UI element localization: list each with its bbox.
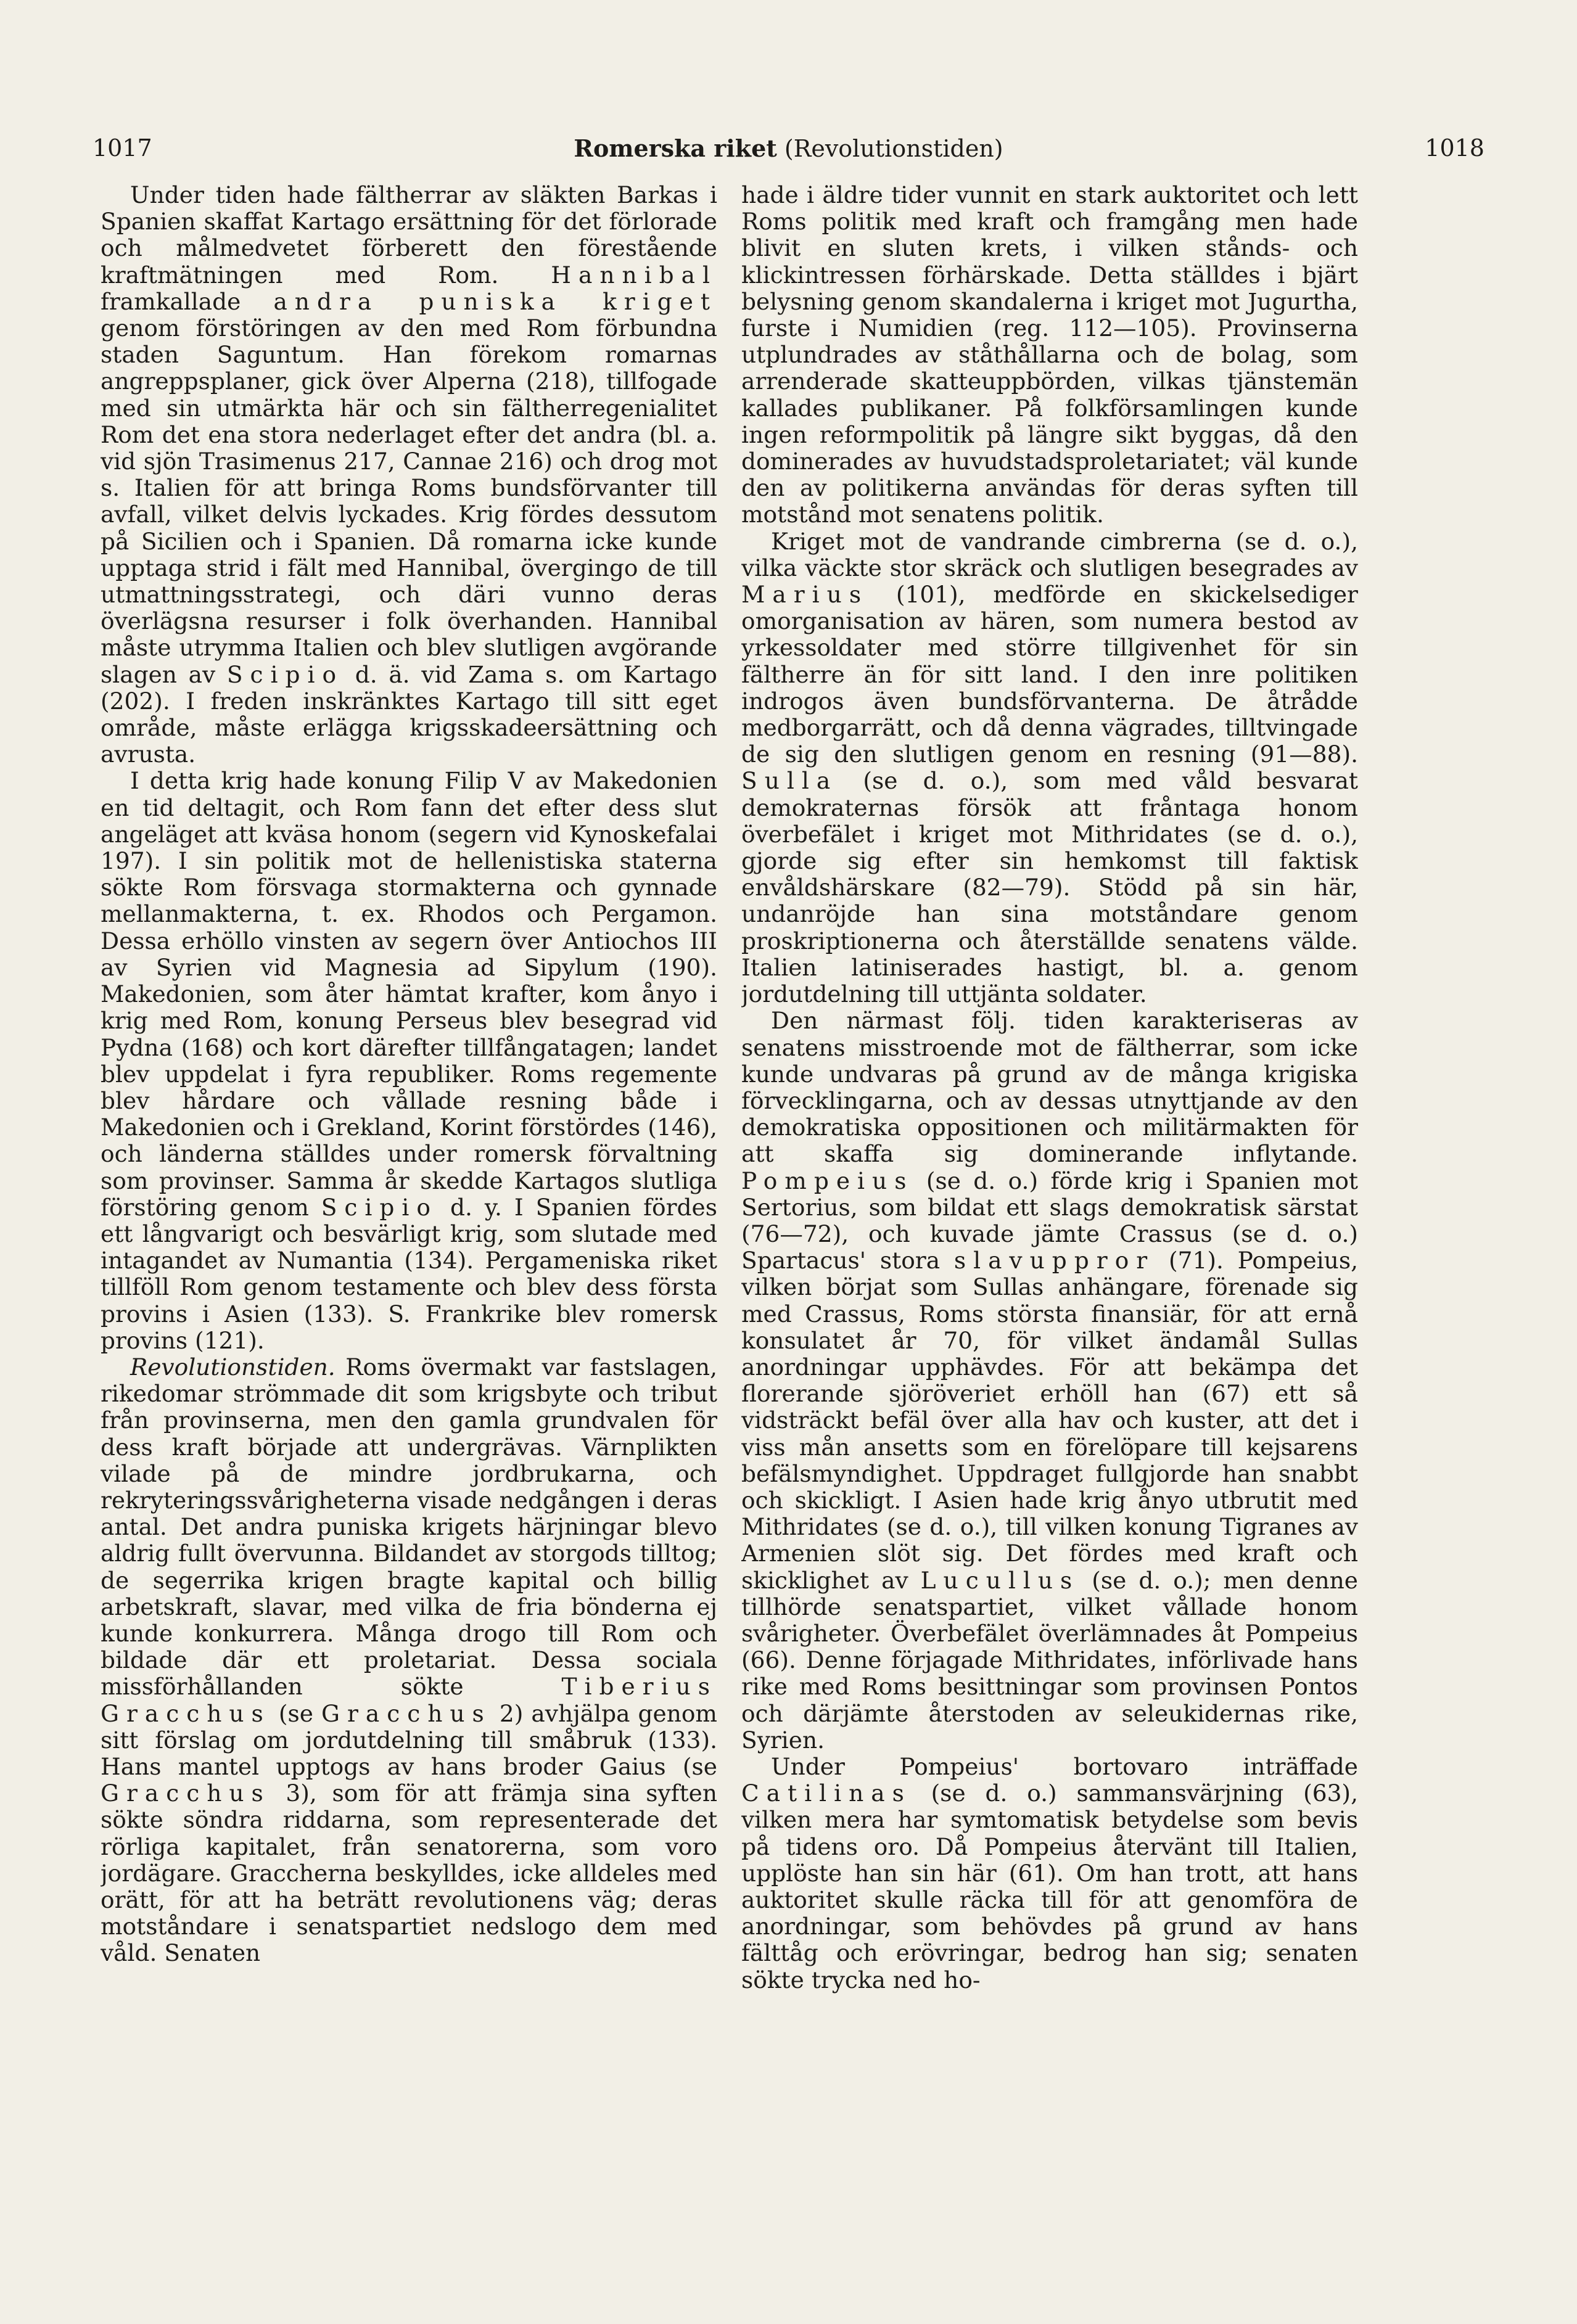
text-run: Roms övermakt var fastslagen, rikedomar strömmade dit som krigsbyte och tribut från provinserna, men den gamla grundvalen för dess kraft började att undergrävas. Värnplikten vilade på de mindre jordbrukarna, och rekryteringssvårigheterna visade nedgången i deras antal. Det andra puniska krigets härjningar blevo aldrig fullt övervunna. Bildandet av storgods tilltog; de segerrika krigen bragte kapital och billig arbetskraft, slavar, med vilka de fria bönderna ej kunde konkurrera. Många drogo till Rom och bildade där ett proletariat. Dessa sociala missförhållanden sökte [101,1353,717,1701]
text-run: genom förstöringen av den med Rom förbundna staden Saguntum. Han förekom romarnas angreppsplaner, gick över Alperna (218), tillfogade med sin utmärkta här och sin fältherregenialitet Rom det ena stora nederlaget efter det andra (bl. a. vid sjön Trasimenus 217, Cannae 216) och drog mot s. Italien för att bringa Roms bundsförvanter till avfall, vilket delvis lyckades. Krig fördes dessutom på Sicilien och i Spanien. Då romarna icke kunde upptaga strid i fält med Hannibal, övergingo de till utmattningsstrategi, och däri vunno deras överlägsna resurser i folk överhanden. Hannibal måste utrymma Italien och blev slutligen avgörande slagen av [101,314,717,688]
spaced-name: Pompeius [741,1167,914,1194]
spaced-name: Hannibal [551,261,717,289]
paragraph [101,182,717,768]
text-run: 3), som för att främja sina syften sökte söndra riddarna, som representerade det rörliga kapitalet, från senatorerna, som voro jordägare. Graccherna beskylldes, icke alldeles med orätt, för att ha beträtt revolutionens väg; deras motståndare i senatspartiet nedslogo dem med våld. Senaten [101,1780,717,1967]
spaced-name: Catilinas [741,1780,912,1807]
text-run: (se d. o.); men denne tillhörde senatspartiet, vilket vållade honom svårigheter. Överbefälet överlämnades åt Pompeius (66). Denne förjagade Mithridates, införlivade hans rike med Roms besittningar som provinsen Pontos och därjämte återstoden av seleukidernas rike, Syrien. [741,1566,1358,1754]
text-run: d. ä. vid Zama s. om Kartago (202). I freden inskränktes Kartago till sitt eget område, måste erlägga krigsskadeersättning och avrusta. [101,660,717,768]
spaced-name: Scipio [226,660,344,688]
text-run: framkallade [101,287,274,315]
text-run: 2) avhjälpa genom sitt förslag om jordutdelning till småbruk (133). Hans mantel upptogs av hans broder Gaius (se [101,1699,717,1780]
left-column [101,182,717,1967]
spaced-name: andra puniska kriget [273,287,717,315]
text-run: (se d. o.) förde krig i Spanien mot Sertorius, som bildat ett slags demokratisk särstat (76—72), och kuvade jämte Crassus (se d. o.) Spartacus' stora [741,1167,1358,1275]
text-run: Under Pompeius' bortovaro inträffade [771,1752,1358,1780]
text-run: Kriget mot de vandrande cimbrerna (se d. o.), vilka väckte stor skräck och slutligen besegrades av [741,527,1358,581]
spaced-name: Gracchus [101,1780,271,1807]
spaced-name: Lucullus [920,1566,1080,1594]
text-run: Den närmast följ. tiden karakteriseras av senatens misstroende mot de fältherrar, som icke kunde undvaras på grund av de många krigiska förvecklingarna, och av dessas utnyttjande av den demokratiska oppositionen och militärmakten för att skaffa sig dominerande inflytande. [741,1007,1358,1168]
spaced-name: slavuppror [953,1247,1155,1275]
running-title [93,134,1484,162]
text-run: Under tiden hade fältherrar av släkten Barkas i Spanien skaffat Kartago ersättning för det förlorade och målmedvetet förberett den förestående kraftmätningen med Rom. [101,182,717,289]
text-run: (se [270,1699,321,1727]
text-run: (se d. o.) sammansvärjning (63), vilken mera har symtomatisk betydelse som bevis på tidens oro. Då Pompeius återvänt till Italien, upplöste han sin här (61). Om han trott, att hans auktoritet skulle räcka till för att genomföra de anordningar, som behövdes på grund av hans fälttåg och erövringar, bedrog han sig; senaten sökte trycka ned ho- [741,1780,1358,1993]
section-heading: Revolutionstiden. [130,1353,336,1381]
text-run: hade i äldre tider vunnit en stark auktoritet och lett Roms politik med kraft och framgång men hade blivit en sluten krets, i vilken stånds- och klickintressen förhärskade. Detta ställdes i bjärt belysning genom skandalerna i kriget mot Jugurtha, furste i Numidien (reg. 112—105). Provinserna utplundrades av ståthållarna och de bolag, som arrenderade skatteuppbörden, vilkas tjänstemän kallades publikaner. På folkförsamlingen kunde ingen reformpolitik på längre sikt byggas, då den dominerades av huvudstadsproletariatet; väl kunde den av politikerna användas för deras syften till motstånd mot senatens politik. [741,182,1358,528]
paragraph [741,182,1358,528]
paragraph [741,1008,1358,1754]
right-column [741,182,1358,1993]
spaced-name: Sulla [741,767,838,795]
title-main: Romerska riket [574,134,777,162]
title-section: (Revolutionstiden) [784,135,1003,162]
spaced-name: Scipio [321,1193,438,1221]
text-run: d. y. I Spanien fördes ett långvarigt och besvärligt krig, som slutade med intagandet av Numantia (134). Pergameniska riket tillföll Rom genom testamente och blev dess första provins i Asien (133). S. Frankrike blev romersk provins (121). [101,1193,717,1354]
spaced-name: Marius [741,581,869,609]
text-run: (se d. o.), som med våld besvarat demokraternas försök att fråntaga honom överbefälet i kriget mot Mithridates (se d. o.), gjorde sig efter sin hemkomst till faktisk envåldshärskare (82—79). Stödd på sin här, undanröjde han sina motståndare genom proskriptionerna och återställde senatens välde. Italien latiniserades hastigt, bl. a. genom jordutdelning till uttjänta soldater. [741,767,1358,1008]
paragraph [741,1754,1358,1993]
page-number-left: 1017 [93,134,152,162]
paragraph [101,1354,717,1967]
text-run: I detta krig hade konung Filip V av Makedonien en tid deltagit, och Rom fann det efter dess slut angeläget att kväsa honom (segern vid Kynoskefalai 197). I sin politik mot de hellenistiska staterna sökte Rom försvaga stormakterna och gynnade mellanmakterna, t. ex. Rhodos och Pergamon. Dessa erhöllo vinsten av segern över Antiochos III av Syrien vid Magnesia ad Sipylum (190). Makedonien, som åter hämtat krafter, kom ånyo i krig med Rom, konung Perseus blev besegrad vid Pydna (168) och kort därefter tillfångatagen; landet blev uppdelat i fyra republiker. Roms regemente blev hårdare och vållade resning både i Makedonien och i Grekland, Korint förstördes (146), och länderna ställdes under romersk förvaltning som provinser. Samma år skedde Kartagos slutliga förstöring genom [101,767,717,1221]
paragraph [101,768,717,1353]
page-number-right: 1018 [1425,134,1484,162]
paragraph [741,528,1358,1008]
running-header [93,134,1484,171]
text-run: (101), medförde en skickelsediger omorganisation av hären, som numera bestod av yrkessoldater med större tillgivenhet för sin fältherre än för sitt land. I den inre politiken indrogos även bundsförvanterna. De åtrådde medborgarrätt, och då denna vägrades, tilltvingade de sig den slutligen genom en resning (91—88). [741,581,1358,768]
text-run: (71). Pompeius, vilken börjat som Sullas anhängare, förenade sig med Crassus, Roms största finansiär, för att ernå konsulatet år 70, för vilket ändamål Sullas anordningar upphävdes. För att bekämpa det florerande sjöröveriet erhöll han (67) ett så vidsträckt befäl över alla hav och kuster, att det i viss mån ansetts som en förelöpare till kejsarens befälsmyndighet. Uppdraget fullgjorde han snabbt och skickligt. I Asien hade krig ånyo utbrutit med Mithridates (se d. o.), till vilken konung Tigranes av Armenien slöt sig. Det fördes med kraft och skicklighet av [741,1247,1358,1594]
spaced-name: Gracchus [321,1699,492,1727]
spaced-name: Tiberius Gracchus [101,1673,717,1727]
